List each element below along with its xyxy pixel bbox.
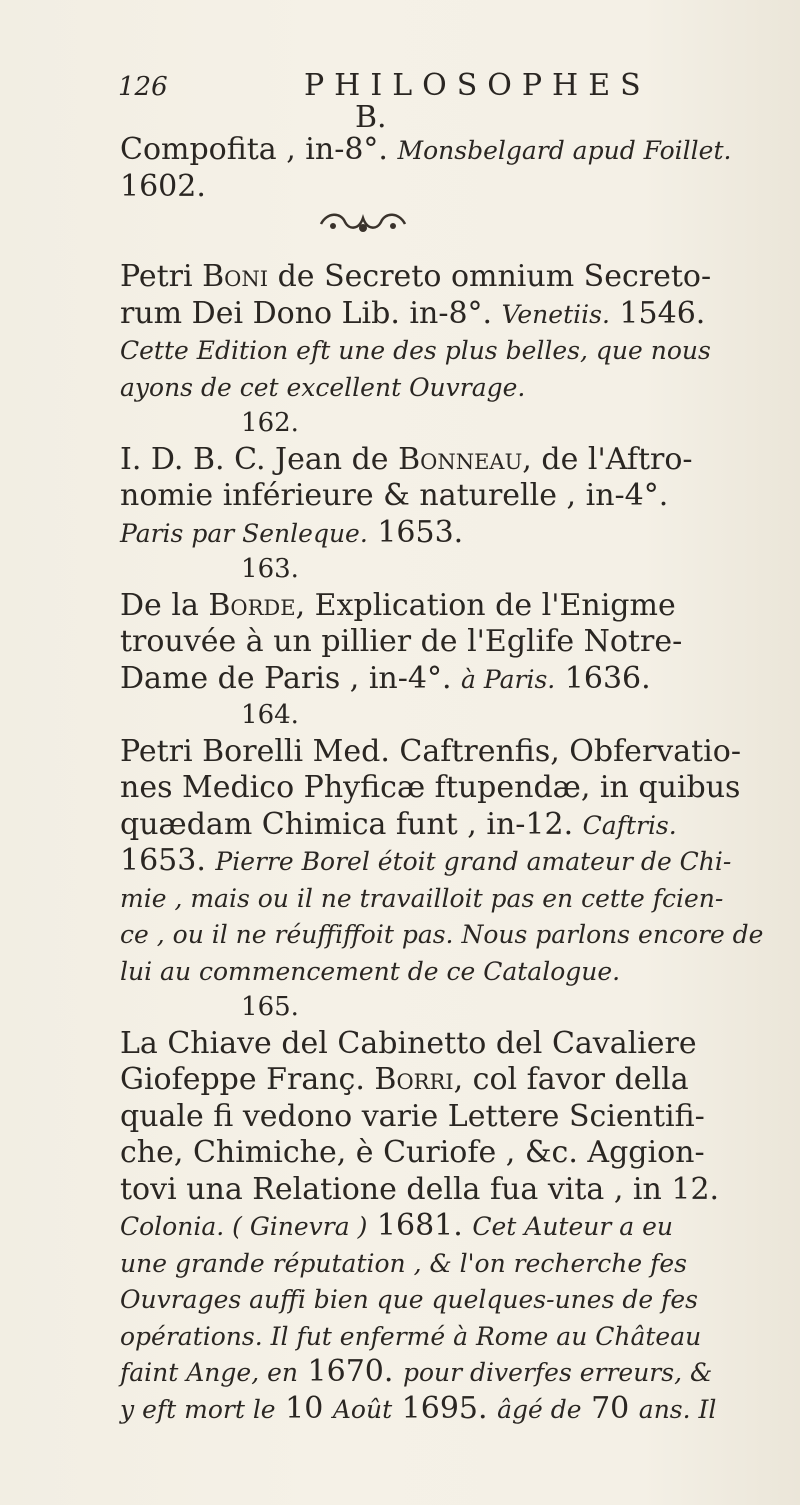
- text-line: [120, 1318, 760, 1355]
- text-line: [120, 1062, 760, 1099]
- text-segment: 70: [581, 1390, 639, 1426]
- text-line: [120, 369, 760, 406]
- text-line: [120, 1245, 760, 1282]
- text-segment: Ouvrages auffi bien que quelques-unes de fes: [120, 1285, 698, 1314]
- text-segment: , Explication de l'Enigme: [295, 587, 676, 623]
- text-segment: ayons de cet excellent Ouvrage.: [120, 372, 526, 402]
- text-segment: Borri: [374, 1062, 454, 1097]
- text-segment: mie , mais ou il ne travailloit pas en cette fcien-: [120, 883, 724, 913]
- text-line: [120, 478, 760, 515]
- text-segment: faint Ange, en: [120, 1358, 298, 1387]
- text-segment: Cette Edition eft une des plus belles, que nous: [120, 336, 711, 365]
- text-line: [120, 843, 760, 880]
- text-line: [120, 132, 760, 169]
- text-segment: y eft mort le: [120, 1394, 276, 1424]
- text-segment: trouvée à un pillier de l'Eglife Notre-: [120, 624, 683, 659]
- text-line: [120, 1099, 760, 1136]
- text-segment: de Secreto omnium Secreto-: [268, 259, 712, 294]
- text-segment: che, Chimiche, è Curiofe , &c. Aggion-: [120, 1135, 705, 1170]
- text-segment: Petri: [120, 259, 203, 294]
- text-segment: 1670.: [298, 1354, 403, 1389]
- text-line: [120, 734, 760, 771]
- catalogue-text: [120, 132, 764, 1427]
- text-segment: ce , ou il ne réuffiffoit pas. Nous parlons encore de: [120, 920, 764, 949]
- text-line: [120, 259, 760, 296]
- text-segment: 10: [275, 1390, 333, 1426]
- text-segment: 1695.: [392, 1390, 498, 1426]
- text-segment: rum Dei Dono Lib. in-8°.: [120, 295, 502, 331]
- text-segment: ans. Il: [638, 1394, 717, 1424]
- text-line: [120, 770, 760, 807]
- text-segment: nes Medico Phyficæ ftupendæ, in quibus: [120, 770, 741, 805]
- text-segment: 1653.: [367, 514, 464, 550]
- text-segment: quædam Chimica funt , in-12.: [120, 806, 583, 842]
- text-line: [120, 1026, 760, 1063]
- entry-number: 165.: [241, 992, 299, 1022]
- text-segment: Boni: [202, 259, 269, 294]
- text-segment: , de l'Aftro-: [522, 441, 693, 477]
- text-segment: opérations. Il fut enfermé à Rome au Château: [120, 1321, 702, 1351]
- catalogue-entry: [120, 588, 760, 734]
- text-segment: Colonia. ( Ginevra ): [120, 1212, 368, 1241]
- text-line: [120, 1172, 760, 1209]
- text-segment: Monsbelgard apud Foillet.: [397, 136, 732, 165]
- text-segment: une grande réputation , & l'on recherche fes: [120, 1248, 687, 1278]
- signature-mark: B.: [355, 100, 387, 135]
- text-segment: 1602.: [120, 168, 206, 204]
- text-segment: lui au commencement de ce Catalogue.: [120, 956, 621, 986]
- text-segment: Bonneau: [398, 441, 523, 477]
- text-segment: quale fi vedono varie Lettere Scientifi-: [120, 1098, 705, 1134]
- catalogue-entry: [120, 132, 760, 205]
- page-number: 126: [118, 72, 168, 102]
- text-segment: nomie inférieure & naturelle , in-4°.: [120, 478, 669, 513]
- text-line: [120, 1135, 760, 1172]
- text-line: [120, 916, 764, 953]
- text-segment: Borde: [208, 587, 296, 623]
- text-segment: Août: [332, 1394, 393, 1424]
- text-line: [120, 169, 760, 206]
- text-segment: 1636.: [555, 660, 651, 696]
- text-segment: , col favor della: [453, 1062, 689, 1097]
- text-line: [120, 953, 760, 990]
- text-line: [120, 332, 760, 369]
- page-title: PHILOSOPHES: [304, 68, 651, 103]
- text-line: [120, 1281, 760, 1318]
- text-segment: I. D. B. C. Jean de: [120, 441, 399, 477]
- text-segment: Compofita , in-8°.: [120, 132, 398, 167]
- text-segment: tovi una Relatione della fua vita , in 12.: [120, 1171, 720, 1207]
- text-segment: 1546.: [609, 295, 706, 331]
- entry-number: 162.: [241, 408, 299, 438]
- text-segment: à Paris.: [461, 664, 556, 694]
- catalogue-entry: [120, 1026, 760, 1428]
- entry-number: 163.: [241, 554, 299, 584]
- catalogue-entry: [120, 733, 764, 1026]
- text-segment: Pierre Borel étoit grand amateur de Chi-: [215, 847, 732, 876]
- text-segment: La Chiave del Cabinetto del Cavaliere: [120, 1025, 697, 1061]
- text-segment: Giofeppe Franç.: [120, 1062, 375, 1097]
- text-line: [120, 1391, 760, 1428]
- text-segment: Caftris.: [582, 810, 677, 840]
- text-line: [120, 880, 760, 917]
- text-line: [120, 588, 760, 625]
- text-segment: Cet Auteur a eu: [472, 1212, 674, 1241]
- entry-number: 164.: [241, 700, 299, 730]
- text-line: [120, 515, 760, 552]
- text-line: [120, 442, 760, 479]
- catalogue-entry: [120, 259, 760, 442]
- text-segment: 1681.: [367, 1208, 473, 1243]
- text-segment: Dame de Paris , in-4°.: [120, 660, 462, 696]
- running-head: [118, 64, 651, 104]
- text-line: [120, 661, 760, 698]
- text-segment: 1653.: [120, 843, 216, 878]
- text-line: [120, 624, 760, 661]
- text-segment: pour diverfes erreurs, &: [402, 1358, 713, 1387]
- text-line: [120, 296, 760, 333]
- text-segment: Venetiis.: [501, 299, 610, 329]
- text-segment: Paris par Senleque.: [120, 518, 368, 548]
- catalogue-entry: [120, 442, 760, 588]
- text-segment: De la: [120, 587, 209, 623]
- text-line: [120, 1208, 760, 1245]
- text-line: [120, 1354, 760, 1391]
- text-segment: Petri Borelli Med. Caftrenfis, Obfervatio-: [120, 733, 741, 769]
- text-line: [120, 807, 760, 844]
- text-segment: âgé de: [497, 1394, 582, 1424]
